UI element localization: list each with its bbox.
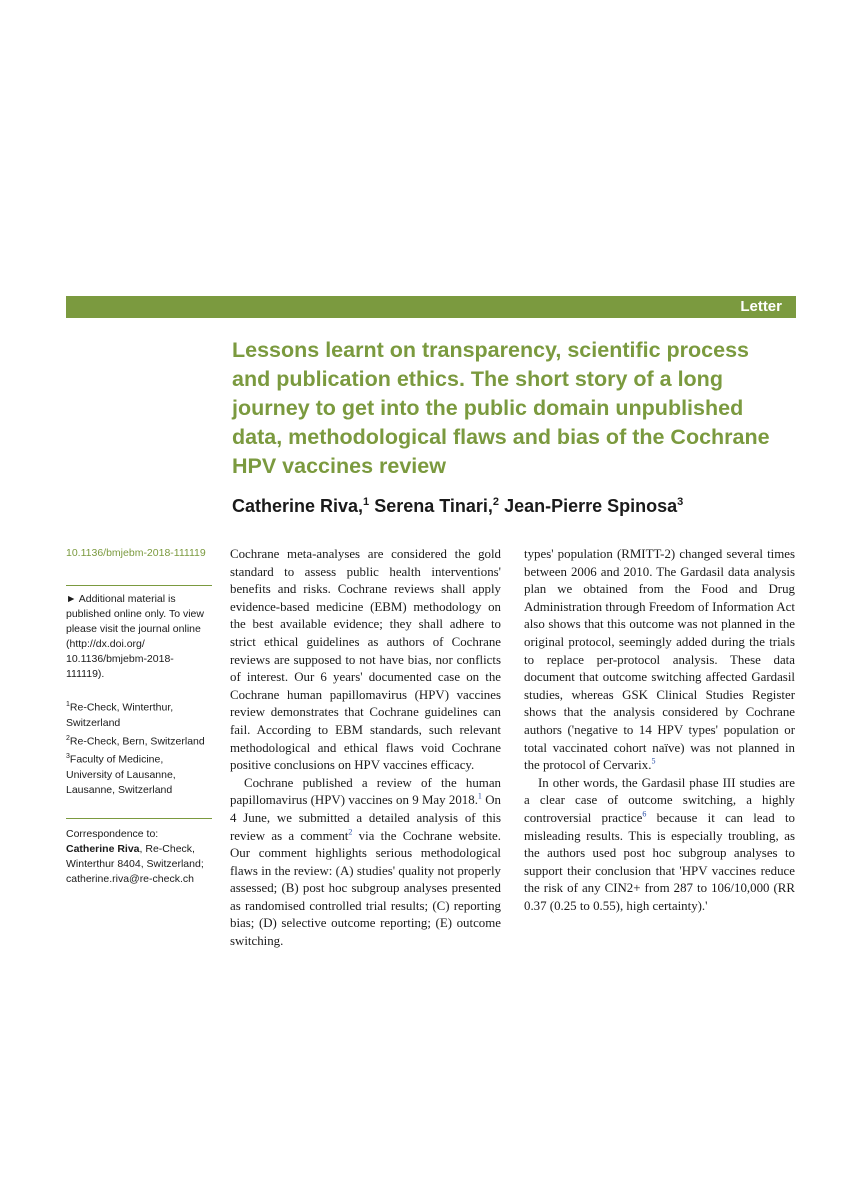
correspondence-name: Catherine Riva bbox=[66, 842, 140, 855]
author-name: Jean-Pierre Spinosa bbox=[504, 496, 678, 516]
author-affil-ref: 3 bbox=[677, 496, 684, 508]
sidebar bbox=[66, 546, 212, 887]
section-label: Letter bbox=[740, 298, 782, 315]
citation-ref[interactable]: 2 bbox=[348, 827, 353, 837]
affiliation: $^1$Re-Check, Winterthur, Switzerland bbox=[66, 701, 174, 729]
doi-link[interactable]: 10.1136/bmjebm-2018-111119 bbox=[66, 547, 206, 559]
author-affil-ref: 2 bbox=[492, 496, 500, 508]
additional-material-note: ► Additional material is published online only. To view please visit the journal online (http://dx.doi.org/ 10.1136/bmjebm-2018-111119). bbox=[66, 593, 204, 680]
affiliation: $^3$Faculty of Medicine, University of Lausanne, Lausanne, Switzerland bbox=[66, 753, 176, 796]
correspondence-label: Correspondence to: bbox=[66, 827, 159, 840]
author-name: Catherine Riva, bbox=[232, 496, 364, 516]
body-paragraph: In other words, the Gardasil phase III studies are a clear case of outcome switching, a highly controversial practice$^6$ because it can lead to misleading results. This is especially troubling, as the authors used post hoc subgroup analyses to support their conclusion that 'HPV vaccines reduce the risk of any CIN2+ from 287 to 106/10,000 (RR 0.37 (0.25 to 0.55), high certainty).' bbox=[524, 775, 795, 913]
body-paragraph: Cochrane published a review of the human papillomavirus (HPV) vaccines on 9 May 2018.$^1$ On 4 June, we submitted a detailed analysis of this review as a comment$^2$ via the Cochrane website. Our comment highlights serious methodological flaws in the review: (A) studies' quality not properly assessed; (B) post hoc subgroup analyses presented as randomised controlled trial results; (C) reporting bias; (D) selective outcome reporting; (E) outcome switching. bbox=[230, 775, 501, 949]
sidebar-divider bbox=[66, 818, 212, 819]
body-paragraph: Cochrane meta-analyses are considered the gold standard to assess public health interventions' benefits and risks. Cochrane reviews shall apply evidence-based medicine (EBM) methodology on the best available evidence; they shall adhere to strict ethical guidelines as authors of Cochrane reviews are supposed to not have bias, nor conflicts of interest. Our 6 years' documented case on the Cochrane human papillomavirus (HPV) vaccines review demonstrates that Cochrane guidelines can fail. According to EBM standards, such relevant methodological and ethical flaws void Cochrane positive conclusions on HPV vaccines efficacy. bbox=[230, 547, 501, 773]
section-band bbox=[66, 296, 796, 318]
sidebar-divider bbox=[66, 585, 212, 586]
body-paragraph: types' population (RMITT-2) changed several times between 2006 and 2010. The Gardasil data analysis plan we obtained from the Food and Drug Administration through Freedom of Information Act also shows that this outcome was not planned in the original protocol, seemingly added during the trials to replace per-protocol analysis. These data document that outcome switching affected Gardasil studies, whereas GSK Clinical Studies Register shows that the analysis considered by Cochrane authors ('negative to 14 HPV types' population or total vaccinated cohort naïve) was not planned in the protocol of Cervarix.$^5$ bbox=[524, 547, 795, 773]
author-affil-ref: 1 bbox=[363, 496, 370, 508]
affiliation: $^2$Re-Check, Bern, Switzerland bbox=[66, 734, 205, 747]
body-column-left bbox=[230, 546, 501, 949]
citation-ref[interactable]: 6 bbox=[642, 809, 647, 819]
author-name: Serena Tinari, bbox=[374, 496, 493, 516]
body-column-right bbox=[524, 546, 795, 913]
correspondence bbox=[66, 827, 212, 887]
correspondence-address: , Re-Check, Winterthur 8404, Switzerland; bbox=[66, 842, 204, 870]
correspondence-email[interactable]: catherine.riva@re-check.ch bbox=[66, 872, 194, 885]
author-list bbox=[232, 496, 792, 517]
article-title: Lessons learnt on transparency, scientific process and publication ethics. The short story of a long journey to get into the public domain unpublished data, methodological flaws and bias of the Cochrane HPV vaccines review bbox=[232, 338, 770, 478]
affiliations bbox=[66, 697, 212, 818]
citation-ref[interactable]: 1 bbox=[477, 792, 482, 802]
citation-ref[interactable]: 5 bbox=[651, 756, 656, 766]
